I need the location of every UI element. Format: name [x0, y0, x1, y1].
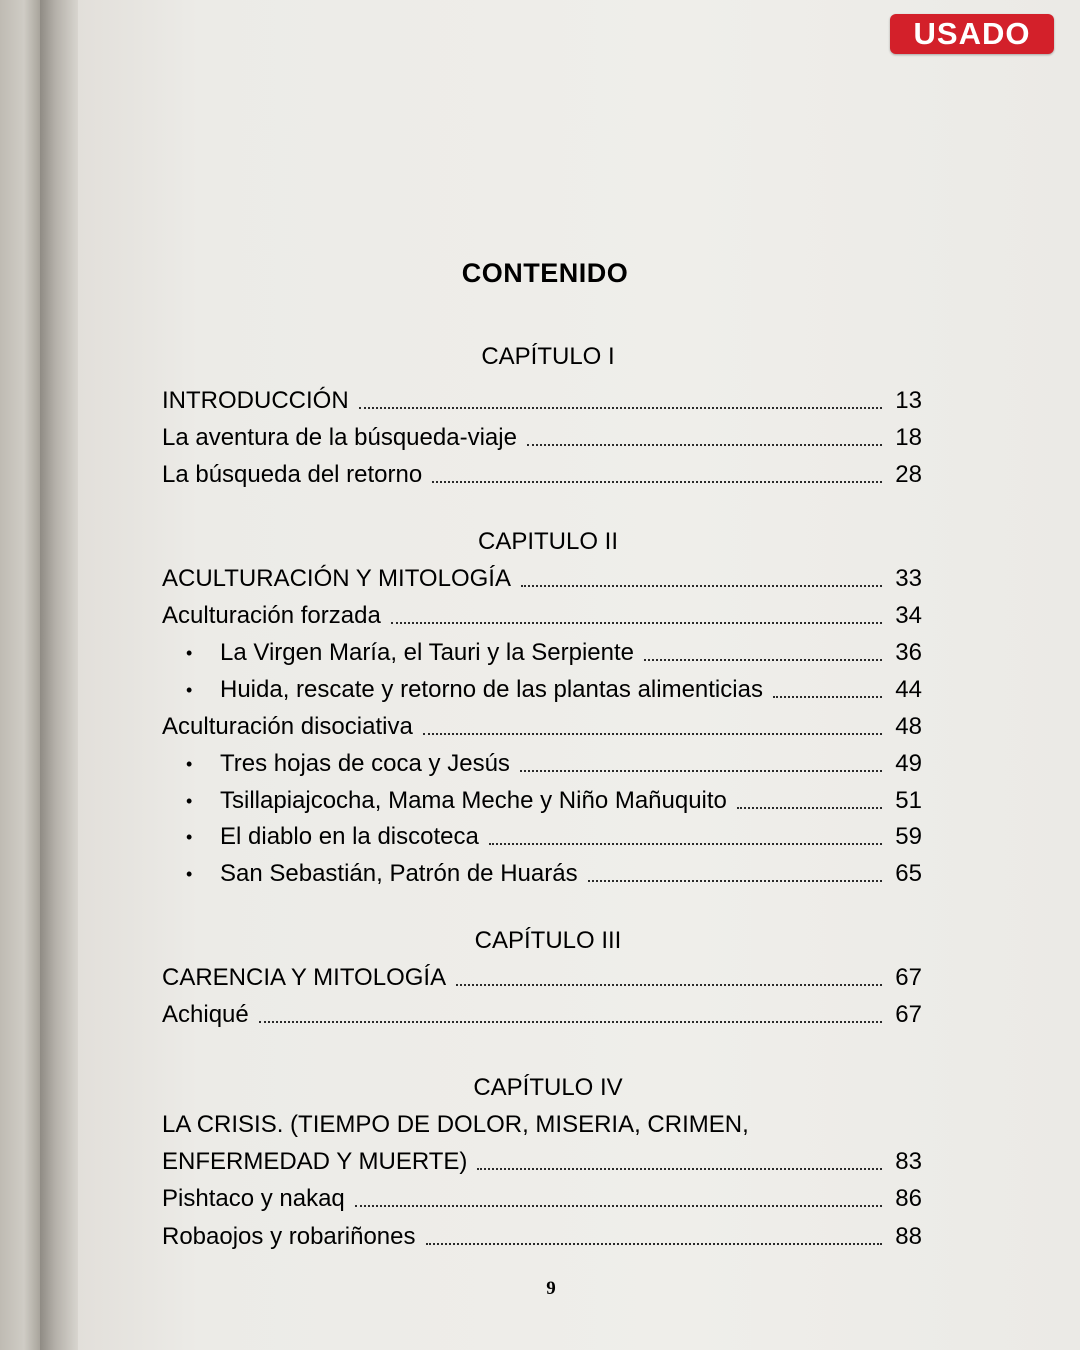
chapter-heading: CAPITULO II: [477, 528, 619, 555]
dot-leader: [426, 1241, 883, 1245]
toc-entry: [162, 1222, 922, 1252]
toc-subentry: [186, 675, 922, 705]
toc-entry-page: 28: [895, 461, 922, 488]
toc-entry: [162, 564, 922, 594]
dot-leader: [477, 1166, 882, 1170]
dot-leader: [773, 694, 882, 698]
toc-entry-page: 33: [895, 565, 922, 592]
toc-subentry: [186, 859, 922, 889]
dot-leader: [432, 479, 882, 483]
toc-entry: [162, 601, 922, 631]
dot-leader: [355, 1203, 882, 1207]
bullet-icon: •: [186, 754, 193, 774]
toc-entry-page: 13: [895, 387, 922, 414]
toc-entry: [162, 386, 922, 416]
toc-entry: [162, 1184, 922, 1214]
toc-entry-page: 67: [895, 1001, 922, 1028]
toc-entry-label: CARENCIA Y MITOLOGÍA: [162, 964, 447, 991]
chapter-heading: CAPÍTULO III: [474, 927, 622, 954]
toc-entry-label: La Virgen María, el Tauri y la Serpiente: [220, 639, 635, 666]
dot-leader: [644, 657, 882, 661]
toc-entry-label: Robaojos y robariñones: [162, 1223, 416, 1250]
dot-leader: [520, 768, 882, 772]
bullet-icon: •: [186, 680, 193, 700]
toc-entry-page: 65: [895, 860, 922, 887]
page-gutter: [40, 0, 78, 1350]
bullet-icon: •: [186, 827, 193, 847]
toc-subentry: [186, 786, 922, 816]
dot-leader: [259, 1019, 882, 1023]
toc-entry: [162, 963, 922, 993]
dot-leader: [359, 405, 882, 409]
toc-entry-page: 88: [895, 1223, 922, 1250]
toc-entry-page: 83: [895, 1148, 922, 1175]
toc-entry-label: Tres hojas de coca y Jesús: [220, 750, 510, 777]
book-spine: [0, 0, 40, 1350]
toc-entry: [162, 423, 922, 453]
toc-entry-label: El diablo en la discoteca: [220, 823, 479, 850]
toc-entry-page: 67: [895, 964, 922, 991]
condition-badge: USADO: [890, 14, 1054, 54]
toc-entry-page: 34: [895, 602, 922, 629]
toc-entry-page: 36: [895, 639, 922, 666]
page-title: CONTENIDO: [461, 258, 629, 288]
bullet-icon: •: [186, 791, 193, 811]
toc-entry: [162, 1000, 922, 1030]
toc-entry-page: 48: [895, 713, 922, 740]
toc-entry: [162, 712, 922, 742]
toc-entry-label: ENFERMEDAD Y MUERTE): [162, 1148, 468, 1175]
toc-subentry: [186, 749, 922, 779]
toc-entry-page: 59: [895, 823, 922, 850]
dot-leader: [588, 878, 882, 882]
page-number: 9: [546, 1278, 556, 1299]
toc-entry-label: La búsqueda del retorno: [162, 461, 423, 488]
bullet-icon: •: [186, 864, 193, 884]
dot-leader: [521, 583, 882, 587]
toc-entry-label: LA CRISIS. (TIEMPO DE DOLOR, MISERIA, CRIMEN,: [162, 1111, 749, 1138]
toc-entry-label: ACULTURACIÓN Y MITOLOGÍA: [162, 565, 511, 592]
dot-leader: [527, 442, 882, 446]
toc-entry-page: 49: [895, 750, 922, 777]
toc-entry-label: Achiqué: [162, 1001, 249, 1028]
toc-entry-page: 18: [895, 424, 922, 451]
chapter-heading: CAPÍTULO I: [481, 343, 615, 370]
dot-leader: [391, 620, 882, 624]
toc-entry-page: 51: [895, 787, 922, 814]
toc-entry-label: Tsillapiajcocha, Mama Meche y Niño Mañuquito: [220, 787, 727, 814]
dot-leader: [423, 731, 882, 735]
toc-entry-label: La aventura de la búsqueda-viaje: [162, 424, 517, 451]
toc-entry-label: Aculturación forzada: [162, 602, 381, 629]
toc-subentry: [186, 638, 922, 668]
toc-entry-label: INTRODUCCIÓN: [162, 387, 349, 414]
toc-entry-label: Huida, rescate y retorno de las plantas alimenticias: [220, 676, 763, 703]
dot-leader: [489, 841, 882, 845]
toc-entry: [162, 1147, 922, 1177]
toc-entry-page: 44: [895, 676, 922, 703]
toc-entry-label: Pishtaco y nakaq: [162, 1185, 345, 1212]
dot-leader: [456, 982, 882, 986]
toc-entry-page: 86: [895, 1185, 922, 1212]
toc-entry-label: San Sebastián, Patrón de Huarás: [220, 860, 578, 887]
dot-leader: [737, 805, 882, 809]
chapter-heading: CAPÍTULO IV: [473, 1074, 623, 1101]
bullet-icon: •: [186, 643, 193, 663]
toc-entry: [162, 460, 922, 490]
toc-subentry: [186, 822, 922, 852]
toc-entry-label: Aculturación disociativa: [162, 713, 413, 740]
